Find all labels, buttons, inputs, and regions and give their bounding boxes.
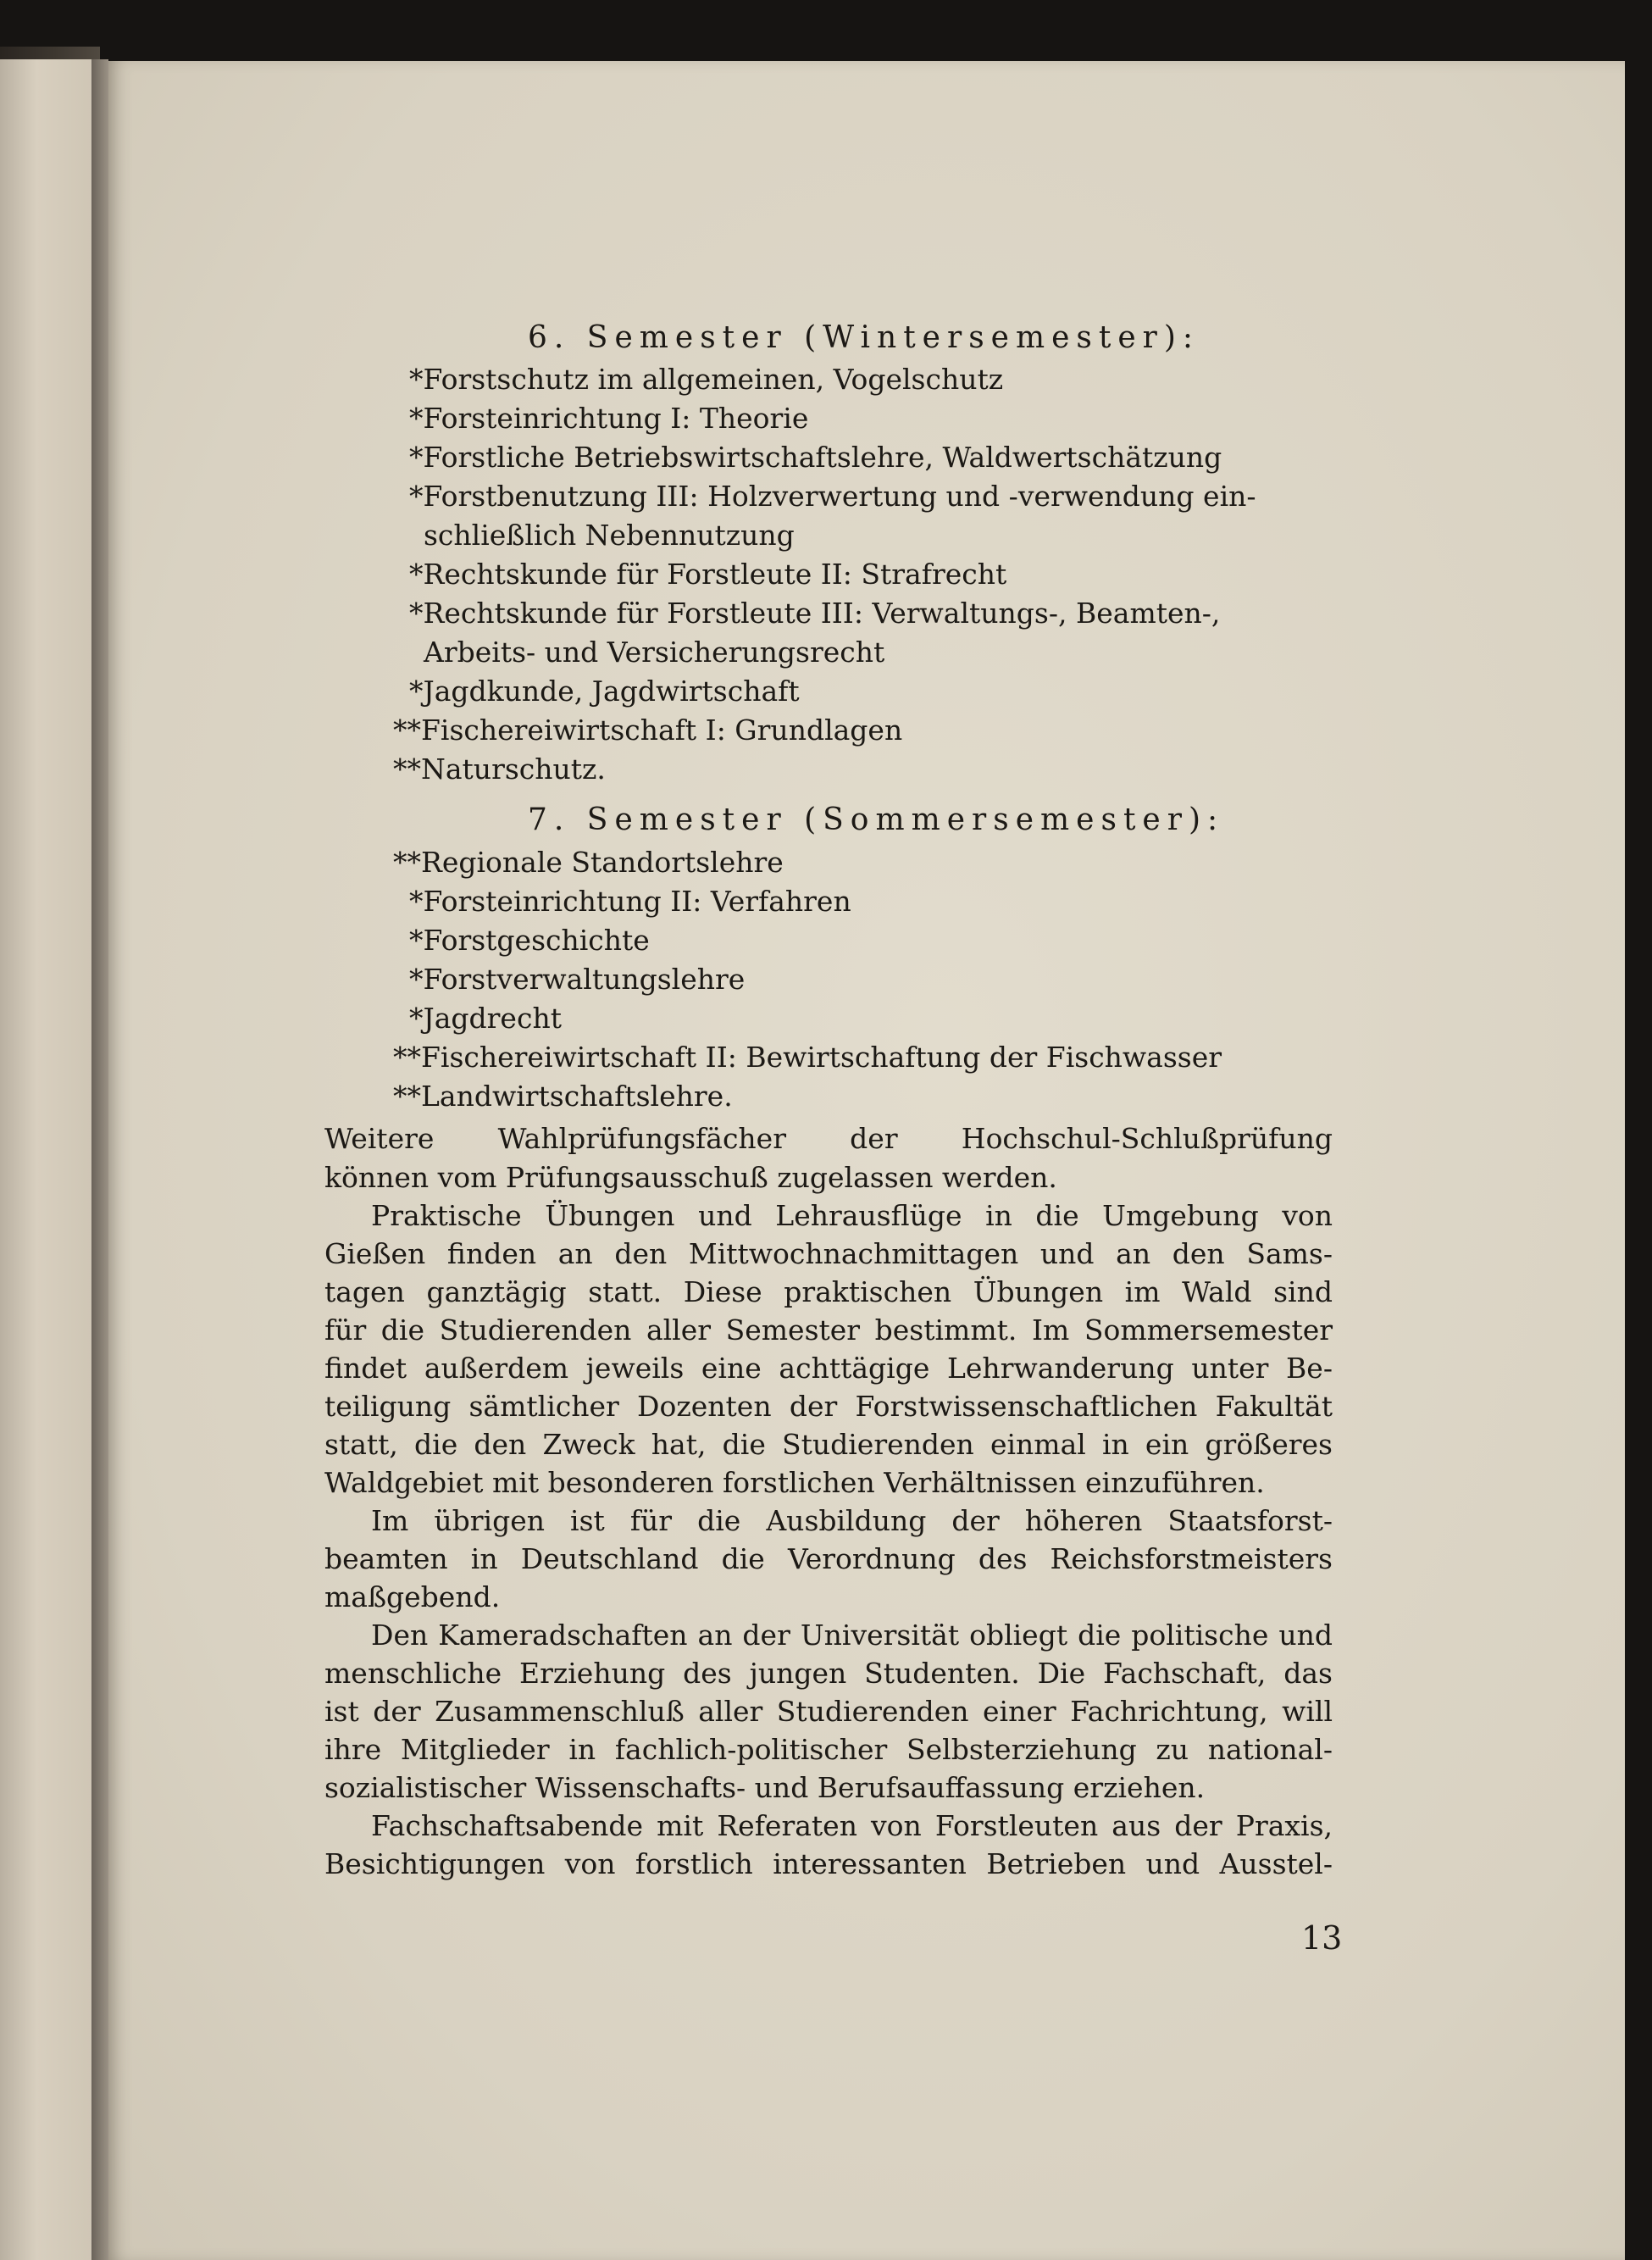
body-line: Waldgebiet mit besonderen forstlichen Verhältnissen einzuführen. <box>324 1466 1265 1499</box>
body-line: sozialistischer Wissenschafts- und Berufsauffassung erziehen. <box>324 1771 1206 1804</box>
body-line: maßgebend. <box>324 1580 501 1613</box>
semester-6-item: schließlich Nebennutzung <box>424 519 795 552</box>
body-line: ihre Mitglieder in fachlich-politischer Selbsterziehung zu national- <box>324 1733 1333 1766</box>
semester-7-item: **Landwirtschaftslehre. <box>393 1080 733 1113</box>
body-line: findet außerdem jeweils eine achttägige Lehrwanderung unter Be- <box>324 1352 1333 1385</box>
semester-7-item: **Fischereiwirtschaft II: Bewirtschaftung der Fischwasser <box>393 1041 1222 1074</box>
semester-6-item: **Naturschutz. <box>393 752 606 786</box>
semester-6-item: Arbeits- und Versicherungsrecht <box>424 636 885 669</box>
body-line: Besichtigungen von forstlich interessanten Betrieben und Ausstel- <box>324 1847 1333 1880</box>
left-page-edge <box>0 59 94 2260</box>
semester-7-item: *Forstgeschichte <box>409 924 650 957</box>
body-line: teiligung sämtlicher Dozenten der Forstwissenschaftlichen Fakultät <box>324 1390 1333 1423</box>
body-line: menschliche Erziehung des jungen Studenten. Die Fachschaft, das <box>324 1657 1333 1690</box>
semester-7-item: *Forsteinrichtung II: Verfahren <box>409 885 851 918</box>
body-line: Praktische Übungen und Lehrausflüge in die Umgebung von <box>371 1199 1333 1232</box>
body-line: statt, die den Zweck hat, die Studierenden einmal in ein größeres <box>324 1428 1333 1461</box>
body-line: beamten in Deutschland die Verordnung des Reichsforstmeisters <box>324 1542 1333 1575</box>
body-line: Fachschaftsabende mit Referaten von Forstleuten aus der Praxis, <box>371 1809 1333 1842</box>
semester-6-heading: 6. Semester (Wintersemester): <box>528 320 1200 355</box>
semester-6-item: **Fischereiwirtschaft I: Grundlagen <box>393 714 903 747</box>
semester-6-item: *Jagdkunde, Jagdwirtschaft <box>409 675 800 708</box>
body-line: Gießen finden an den Mittwochnachmittagen und an den Sams- <box>324 1237 1333 1270</box>
body-line: ist der Zusammenschluß aller Studierenden einer Fachrichtung, will <box>324 1695 1333 1728</box>
semester-6-item: *Forstliche Betriebswirtschaftslehre, Waldwertschätzung <box>409 441 1222 474</box>
semester-7-item: *Forstverwaltungslehre <box>409 963 746 996</box>
semester-6-item: *Forsteinrichtung I: Theorie <box>409 402 809 435</box>
semester-6-item: *Forstbenutzung III: Holzverwertung und -verwendung ein- <box>409 480 1256 513</box>
page-number: 13 <box>1301 1919 1343 1957</box>
body-line: können vom Prüfungsausschuß zugelassen werden. <box>324 1161 1057 1194</box>
body-line: Weitere Wahlprüfungsfächer der Hochschul-Schlußprüfung <box>324 1122 1333 1155</box>
semester-6-item: *Forstschutz im allgemeinen, Vogelschutz <box>409 363 1004 396</box>
semester-6-item: *Rechtskunde für Forstleute II: Strafrecht <box>409 558 1007 591</box>
semester-7-item: *Jagdrecht <box>409 1002 562 1035</box>
body-line: Den Kameradschaften an der Universität obliegt die politische und <box>371 1619 1333 1652</box>
semester-7-heading: 7. Semester (Sommersemester): <box>528 802 1225 837</box>
book-gutter <box>91 59 108 2260</box>
body-line: Im übrigen ist für die Ausbildung der höheren Staatsforst- <box>371 1504 1333 1537</box>
semester-6-item: *Rechtskunde für Forstleute III: Verwaltungs-, Beamten-, <box>409 597 1221 630</box>
book-page <box>108 61 1625 2260</box>
body-line: für die Studierenden aller Semester bestimmt. Im Sommersemester <box>324 1313 1333 1347</box>
semester-7-item: **Regionale Standortslehre <box>393 846 784 879</box>
body-line: tagen ganztägig statt. Diese praktischen Übungen im Wald sind <box>324 1275 1333 1308</box>
